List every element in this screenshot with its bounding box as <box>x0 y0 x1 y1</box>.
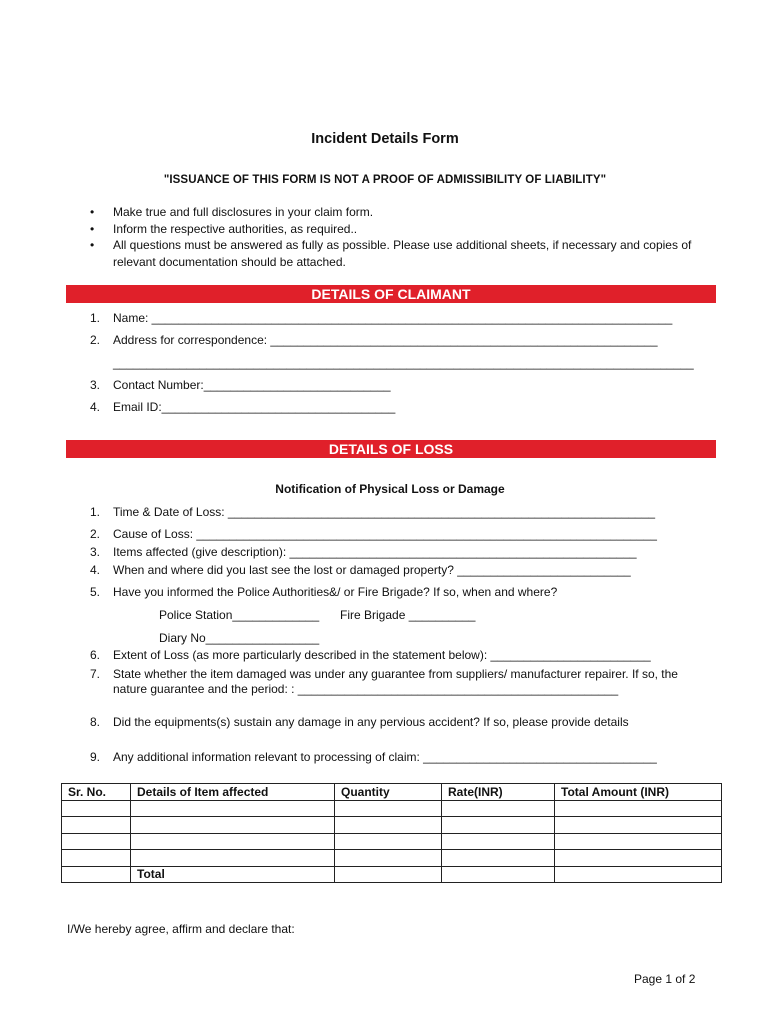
extent-of-loss-field[interactable]: Extent of Loss (as more particularly described in the statement below): ________________________ <box>113 648 651 662</box>
table-cell[interactable] <box>442 866 555 883</box>
instruction-item: • All questions must be answered as fully as possible. Please use additional sheets, if necessary and copies of relevant documentation should be attached. <box>90 237 730 270</box>
table-cell[interactable] <box>555 817 722 834</box>
column-header-total-amount: Total Amount (INR) <box>555 784 722 801</box>
table-cell[interactable] <box>442 817 555 834</box>
items-affected-table <box>61 783 722 883</box>
loss-subheading: Notification of Physical Loss or Damage <box>275 482 505 496</box>
table-cell[interactable] <box>335 817 442 834</box>
table-cell[interactable] <box>62 850 131 867</box>
column-header-details: Details of Item affected <box>131 784 335 801</box>
table-cell[interactable] <box>62 833 131 850</box>
table-header-row <box>62 784 722 801</box>
field-number: 5. <box>89 585 100 599</box>
table-cell[interactable] <box>555 833 722 850</box>
guarantee-question: State whether the item damaged was under any guarantee from suppliers/ manufacturer repairer. If so, the <box>113 667 678 681</box>
instruction-item: • Make true and full disclosures in your claim form. <box>90 204 730 221</box>
time-date-of-loss-field[interactable]: Time & Date of Loss: ________________________________________________________________ <box>113 505 656 519</box>
column-header-sr-no: Sr. No. <box>62 784 131 801</box>
field-number: 1. <box>89 505 100 519</box>
table-cell[interactable] <box>555 850 722 867</box>
field-number: 6. <box>89 648 100 662</box>
table-total-row <box>62 866 722 883</box>
instruction-item: • Inform the respective authorities, as required.. <box>90 221 730 238</box>
last-seen-field[interactable]: When and where did you last see the lost or damaged property? __________________________ <box>113 563 631 577</box>
table-row <box>62 833 722 850</box>
field-number: 1. <box>89 311 100 325</box>
loss-section-header: DETAILS OF LOSS <box>66 440 716 458</box>
diary-no-field[interactable]: Diary No_________________ <box>159 631 320 645</box>
authorities-informed-question: Have you informed the Police Authorities&/ or Fire Brigade? If so, when and where? <box>113 585 558 599</box>
field-number: 2. <box>89 527 100 541</box>
table-cell[interactable] <box>335 866 442 883</box>
table-cell[interactable] <box>335 833 442 850</box>
police-station-field[interactable]: Police Station_____________ <box>159 608 320 622</box>
field-number: 8. <box>89 715 100 729</box>
previous-damage-question: Did the equipments(s) sustain any damage in any pervious accident? If so, please provide details <box>113 715 629 729</box>
table-cell[interactable] <box>131 817 335 834</box>
table-row <box>62 850 722 867</box>
name-field[interactable]: Name: ______________________________________________________________________________ <box>113 311 673 325</box>
column-header-rate: Rate(INR) <box>442 784 555 801</box>
table-cell[interactable] <box>335 850 442 867</box>
page-title: Incident Details Form <box>311 131 459 147</box>
table-cell[interactable] <box>442 850 555 867</box>
field-number: 4. <box>89 400 100 414</box>
table-cell[interactable] <box>442 833 555 850</box>
fire-brigade-field[interactable]: Fire Brigade __________ <box>340 608 476 622</box>
items-affected-field[interactable]: Items affected (give description): ____________________________________________________ <box>113 545 637 559</box>
field-number: 2. <box>89 333 100 347</box>
table-row <box>62 817 722 834</box>
declaration-text: I/We hereby agree, affirm and declare that: <box>67 922 295 936</box>
address-field[interactable]: Address for correspondence: __________________________________________________________ <box>113 333 658 347</box>
column-header-quantity: Quantity <box>335 784 442 801</box>
guarantee-period-field[interactable]: nature guarantee and the period: : ________________________________________________ <box>113 682 619 696</box>
claimant-section-header: DETAILS OF CLAIMANT <box>66 285 716 303</box>
table-cell[interactable] <box>62 800 131 817</box>
table-cell[interactable] <box>335 800 442 817</box>
table-cell[interactable] <box>555 800 722 817</box>
table-cell[interactable] <box>62 866 131 883</box>
liability-disclaimer: "ISSUANCE OF THIS FORM IS NOT A PROOF OF ADMISSIBILITY OF LIABILITY" <box>163 174 607 186</box>
additional-info-field[interactable]: Any additional information relevant to processing of claim: ___________________________________ <box>113 750 657 764</box>
page-number: Page 1 of 2 <box>634 972 696 986</box>
table-row <box>62 800 722 817</box>
field-number: 4. <box>89 563 100 577</box>
field-number: 7. <box>89 667 100 681</box>
field-number: 3. <box>89 378 100 392</box>
table-cell[interactable] <box>62 817 131 834</box>
table-cell[interactable] <box>555 866 722 883</box>
field-number: 9. <box>89 750 100 764</box>
address-field-line2[interactable]: _______________________________________________________________________________________ <box>113 356 694 370</box>
contact-number-field[interactable]: Contact Number:____________________________ <box>113 378 391 392</box>
email-field[interactable]: Email ID:___________________________________ <box>113 400 396 414</box>
cause-of-loss-field[interactable]: Cause of Loss: _____________________________________________________________________ <box>113 527 657 541</box>
table-cell[interactable] <box>131 800 335 817</box>
field-number: 3. <box>89 545 100 559</box>
table-cell[interactable] <box>131 833 335 850</box>
table-cell[interactable] <box>442 800 555 817</box>
instruction-list <box>90 204 730 270</box>
table-cell[interactable] <box>131 850 335 867</box>
total-label: Total <box>131 866 335 883</box>
